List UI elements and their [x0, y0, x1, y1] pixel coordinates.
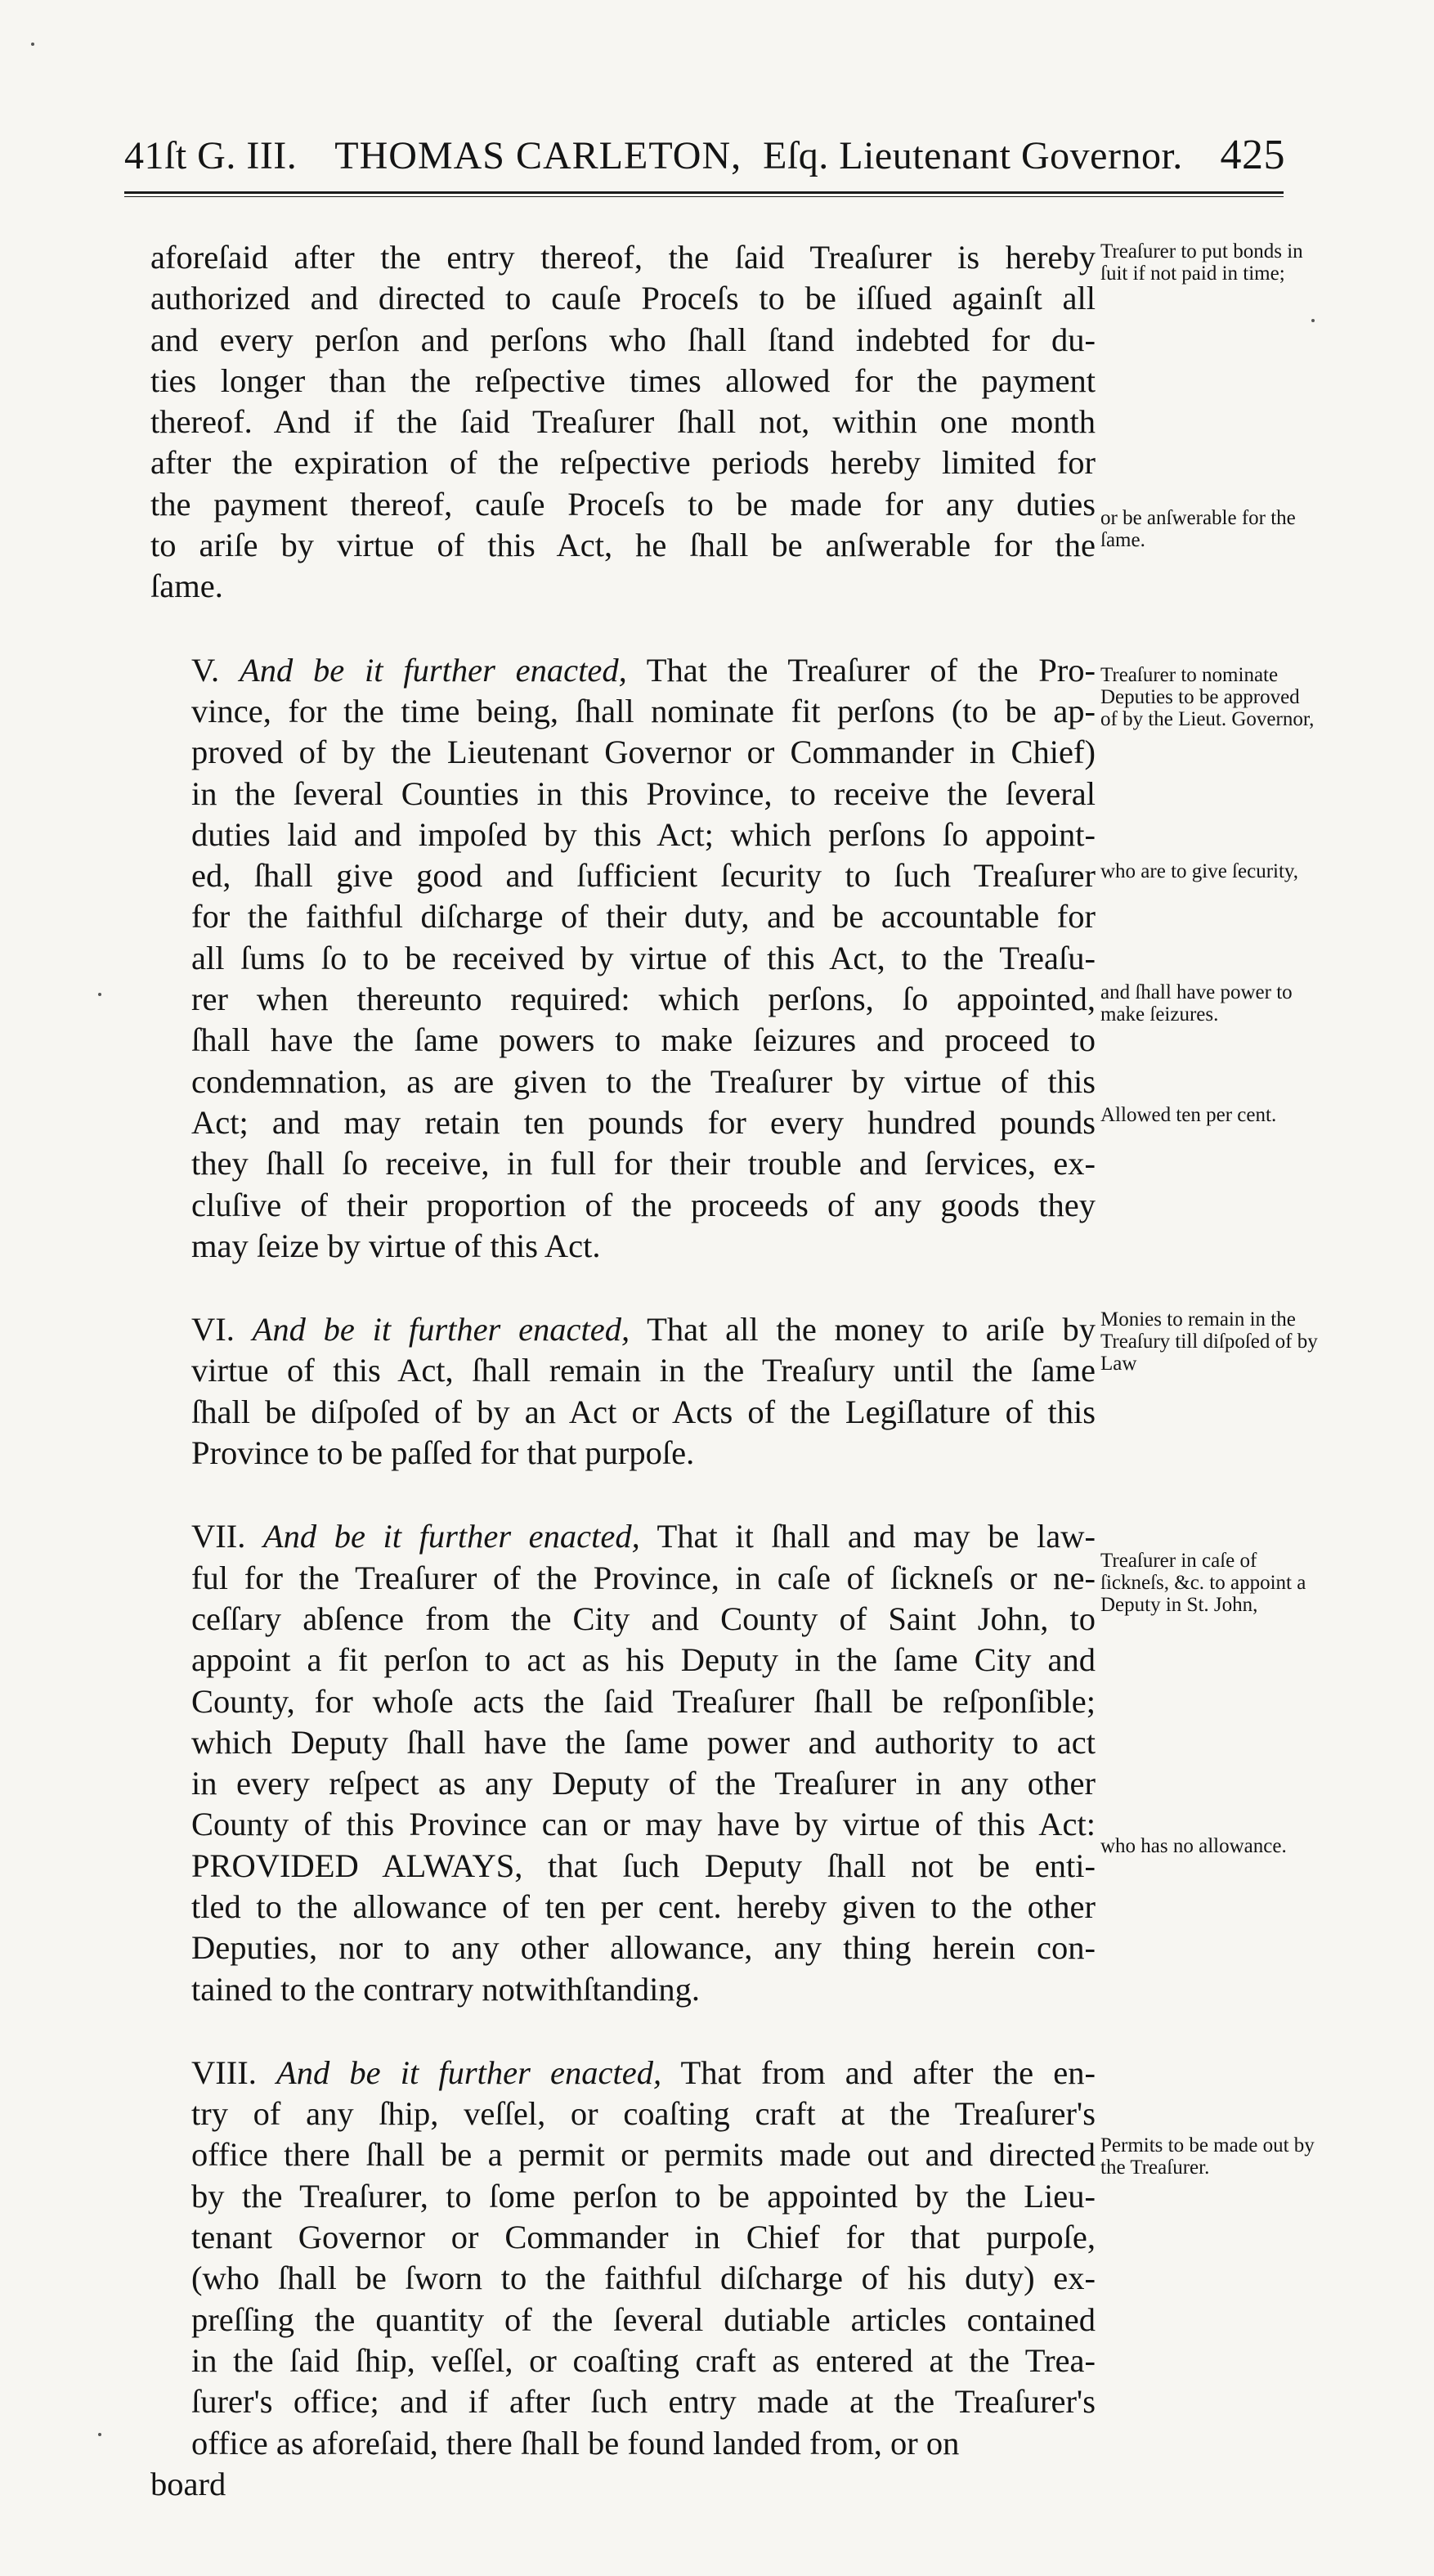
text-line: vince, for the time being, ſhall nominate fit perſons (to be ap- — [191, 692, 1096, 729]
text-line: aforeſaid after the entry thereof, the ſaid Treaſurer is hereby — [150, 239, 1096, 276]
regnal-year: 41ſt G. III. — [124, 134, 298, 177]
paper-speck — [98, 2433, 101, 2436]
text-line: virtue of this Act, ſhall remain in the Treaſury until the ſame — [191, 1352, 1096, 1389]
paper-speck — [1311, 319, 1315, 322]
text-line: preſſing the quantity of the ſeveral dutiable articles contained — [191, 2300, 1096, 2338]
section-number: V. — [191, 651, 240, 689]
governor-name: THOMAS CARLETON, — [334, 134, 742, 177]
enacting-clause: And be it further enacted, — [252, 1311, 630, 1349]
margin-note: and ſhall have power to make ſeizures. — [1100, 981, 1293, 1025]
text-line: County of this Province can or may have by virtue of this Act: — [191, 1806, 1096, 1843]
paper-speck — [31, 43, 34, 46]
text-line: to ariſe by virtue of this Act, he ſhall be anſwerable for the — [150, 527, 1096, 564]
text-line: they ſhall ſo receive, in full for their trouble and ſervices, ex- — [191, 1145, 1096, 1183]
margin-note: Allowed ten per cent. — [1100, 1104, 1277, 1126]
text-line — [191, 1309, 1096, 1350]
text-line: in the ſeveral Counties in this Province, to receive the ſeveral — [191, 774, 1096, 812]
text-line — [191, 1516, 1096, 1557]
text-line: office there ſhall be a permit or permits made out and directed — [191, 2136, 1096, 2174]
section-vii — [150, 1516, 1096, 2010]
text-line: ſame. — [150, 568, 223, 605]
margin-note: Treaſurer to put bonds in ſuit if not paid in time; — [1100, 240, 1303, 285]
text-line: all ſums ſo to be received by virtue of this Act, to the Treaſu- — [191, 939, 1096, 976]
line-text: That the Treaſurer of the Pro- — [626, 651, 1096, 689]
text-line: rer when thereunto required: which perſons, ſo appointed, — [191, 981, 1096, 1018]
enacting-clause: And be it further enacted, — [262, 1518, 640, 1555]
text-line: proved of by the Lieutenant Governor or Commander in Chief) — [191, 734, 1096, 771]
text-line: and every perſon and perſons who ſhall ſtand indebted for du- — [150, 321, 1096, 358]
text-line: try of any ſhip, veſſel, or coaſting craft at the Treaſurer's — [191, 2095, 1096, 2133]
text-line: ſhall have the ſame powers to make ſeizures and proceed to — [191, 1021, 1096, 1059]
margin-note: Permits to be made out by the Treaſurer. — [1100, 2134, 1315, 2179]
enacting-clause: And be it further enacted, — [239, 651, 627, 689]
paper-speck — [98, 993, 101, 996]
text-line: tenant Governor or Commander in Chief for that purpoſe, — [191, 2219, 1096, 2256]
section-number: VIII. — [191, 2053, 276, 2091]
text-line: in every reſpect as any Deputy of the Treaſurer in any other — [191, 1765, 1096, 1802]
text-line — [191, 650, 1096, 691]
margin-note: Treaſurer in caſe of ſickneſs, &c. to appoint a Deputy in St. John, — [1100, 1550, 1306, 1616]
text-line: tained to the contrary notwithſtanding. — [191, 1970, 700, 2008]
text-line: ceſſary abſence from the City and County of Saint John, to — [191, 1600, 1096, 1637]
text-line: PROVIDED ALWAYS, that ſuch Deputy ſhall not be enti- — [191, 1847, 1096, 1884]
text-line: authorized and directed to cauſe Proceſs to be iſſued againſt all — [150, 280, 1096, 317]
line-text: That from and after the en- — [661, 2053, 1096, 2091]
margin-note: who has no allowance. — [1100, 1835, 1287, 1857]
text-line: in the ſaid ſhip, veſſel, or coaſting craft as entered at the Trea- — [191, 2341, 1096, 2379]
margin-note: Monies to remain in the Treaſury till diſpoſed of by Law — [1100, 1308, 1318, 1375]
text-line: cluſive of their proportion of the proceeds of any goods they — [191, 1186, 1096, 1223]
text-line: after the expiration of the reſpective periods hereby limited for — [150, 444, 1096, 482]
text-line: the payment thereof, cauſe Proceſs to be made for any duties — [150, 485, 1096, 523]
text-line: Deputies, nor to any other allowance, any thing herein con- — [191, 1929, 1096, 1967]
section-vi — [150, 1309, 1096, 1474]
header-rule — [124, 191, 1284, 197]
text-line: Province to be paſſed for that purpoſe. — [191, 1434, 695, 1472]
section-viii — [150, 2053, 1096, 2464]
text-line — [191, 2053, 1096, 2094]
text-line: ed, ſhall give good and ſufficient ſecurity to ſuch Treaſurer — [191, 857, 1096, 895]
text-line: Act; and may retain ten pounds for every hundred pounds — [191, 1103, 1096, 1141]
section-v — [150, 650, 1096, 1267]
text-line: may ſeize by virtue of this Act. — [191, 1227, 601, 1264]
catchword: board — [150, 2465, 226, 2502]
paragraph-continuation — [150, 237, 1096, 608]
section-number: VI. — [191, 1311, 253, 1349]
margin-note: or be anſwerable for the ſame. — [1100, 507, 1296, 551]
text-line: for the faithful diſcharge of their duty, and be accountable for — [191, 898, 1096, 936]
running-header — [124, 131, 1285, 191]
margin-note: who are to give ſecurity, — [1100, 860, 1299, 882]
text-line: by the Treaſurer, to ſome perſon to be appointed by the Lieu- — [191, 2177, 1096, 2215]
enacting-clause: And be it further enacted, — [276, 2053, 662, 2091]
text-line: County, for whoſe acts the ſaid Treaſurer ſhall be reſponſible; — [191, 1682, 1096, 1720]
text-line: ful for the Treaſurer of the Province, in caſe of ſickneſs or ne- — [191, 1559, 1096, 1596]
text-line: ſhall be diſpoſed of by an Act or Acts of the Legiſlature of this — [191, 1393, 1096, 1430]
governor-title: Eſq. Lieutenant Governor. — [763, 134, 1183, 177]
body-text — [150, 237, 1096, 2505]
text-line: office as aforeſaid, there ſhall be found landed from, or on — [191, 2424, 960, 2462]
line-text: That all the money to ariſe by — [630, 1311, 1096, 1349]
text-line: ſurer's office; and if after ſuch entry made at the Treaſurer's — [191, 2383, 1096, 2421]
text-line: appoint a fit perſon to act as his Deputy in the ſame City and — [191, 1641, 1096, 1679]
text-line: thereof. And if the ſaid Treaſurer ſhall not, within one month — [150, 403, 1096, 441]
margin-note: Treaſurer to nominate Deputies to be approved of by the Lieut. Governor, — [1100, 664, 1315, 730]
line-text: That it ſhall and may be law- — [639, 1518, 1096, 1555]
text-line: tled to the allowance of ten per cent. hereby given to the other — [191, 1887, 1096, 1925]
text-line: which Deputy ſhall have the ſame power and authority to act — [191, 1723, 1096, 1761]
section-number: VII. — [191, 1518, 263, 1555]
text-line: ties longer than the reſpective times allowed for the payment — [150, 361, 1096, 399]
text-line: condemnation, as are given to the Treaſurer by virtue of this — [191, 1062, 1096, 1100]
text-line: (who ſhall be ſworn to the faithful diſcharge of his duty) ex- — [191, 2260, 1096, 2297]
page-number: 425 — [1220, 132, 1285, 178]
text-line: duties laid and impoſed by this Act; which perſons ſo appoint- — [191, 815, 1096, 853]
